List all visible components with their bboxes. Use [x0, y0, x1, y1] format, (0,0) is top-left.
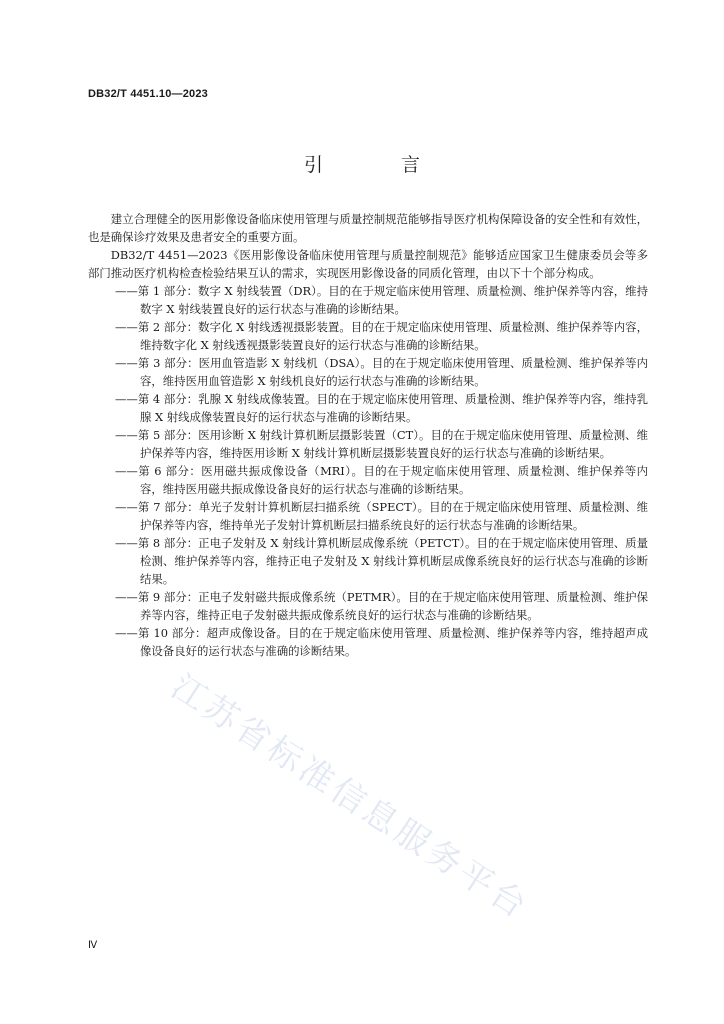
part-list-item: ——第 8 部分：正电子发射及 X 射线计算机断层成像系统（PETCT）。目的在于规定临床使用管理、质量检测、维护保养等内容，维持正电子发射及 X 射线计算机断层成像系统良好的运行状态与准确的诊断结果。: [115, 536, 648, 586]
intro-paragraph: DB32/T 4451—2023《医用影像设备临床使用管理与质量控制规范》能够适应国家卫生健康委员会等多部门推动医疗机构检查检验结果互认的需求，实现医用影像设备的同质化管理，由以下十个部分构成。: [88, 248, 648, 280]
part-list-item: ——第 1 部分：数字 X 射线装置（DR）。目的在于规定临床使用管理、质量检测、维护保养等内容，维持数字 X 射线装置良好的运行状态与准确的诊断结果。: [115, 284, 648, 316]
part-list-item: ——第 10 部分：超声成像设备。目的在于规定临床使用管理、质量检测、维护保养等内容，维持超声成像设备良好的运行状态与准确的诊断结果。: [115, 626, 648, 658]
page-title: 引 言: [303, 154, 457, 176]
part-list-item: ——第 3 部分：医用血管造影 X 射线机（DSA）。目的在于规定临床使用管理、质量检测、维护保养等内容，维持医用血管造影 X 射线机良好的运行状态与准确的诊断结果。: [115, 356, 648, 388]
standard-code-header: DB32/T 4451.10—2023: [88, 88, 208, 100]
part-list-item: ——第 2 部分：数字化 X 射线透视摄影装置。目的在于规定临床使用管理、质量检测、维护保养等内容，维持数字化 X 射线透视摄影装置良好的运行状态与准确的诊断结果。: [115, 320, 648, 352]
page-number: Ⅳ: [88, 940, 98, 951]
part-list-item: ——第 6 部分：医用磁共振成像设备（MRI）。目的在于规定临床使用管理、质量检测、维护保养等内容，维持医用磁共振成像设备良好的运行状态与准确的诊断结果。: [115, 464, 648, 496]
watermark-text: 江苏省标准信息服务平台: [163, 666, 537, 928]
document-body: [88, 210, 648, 660]
part-list-item: ——第 9 部分：正电子发射磁共振成像系统（PETMR）。目的在于规定临床使用管理、质量检测、维护保养等内容，维持正电子发射磁共振成像系统良好的运行状态与准确的诊断结果。: [115, 590, 648, 622]
part-list-item: ——第 7 部分：单光子发射计算机断层扫描系统（SPECT）。目的在于规定临床使用管理、质量检测、维护保养等内容，维持单光子发射计算机断层扫描系统良好的运行状态与准确的诊断结果。: [115, 500, 648, 532]
intro-paragraph: 建立合理健全的医用影像设备临床使用管理与质量控制规范能够指导医疗机构保障设备的安全性和有效性，也是确保诊疗效果及患者安全的重要方面。: [88, 212, 648, 244]
part-list-item: ——第 5 部分：医用诊断 X 射线计算机断层摄影装置（CT）。目的在于规定临床使用管理、质量检测、维护保养等内容，维持医用诊断 X 射线计算机断层摄影装置良好的运行状态与准确的诊断结果。: [115, 428, 648, 460]
part-list-item: ——第 4 部分：乳腺 X 射线成像装置。目的在于规定临床使用管理、质量检测、维护保养等内容，维持乳腺 X 射线成像装置良好的运行状态与准确的诊断结果。: [115, 392, 648, 424]
